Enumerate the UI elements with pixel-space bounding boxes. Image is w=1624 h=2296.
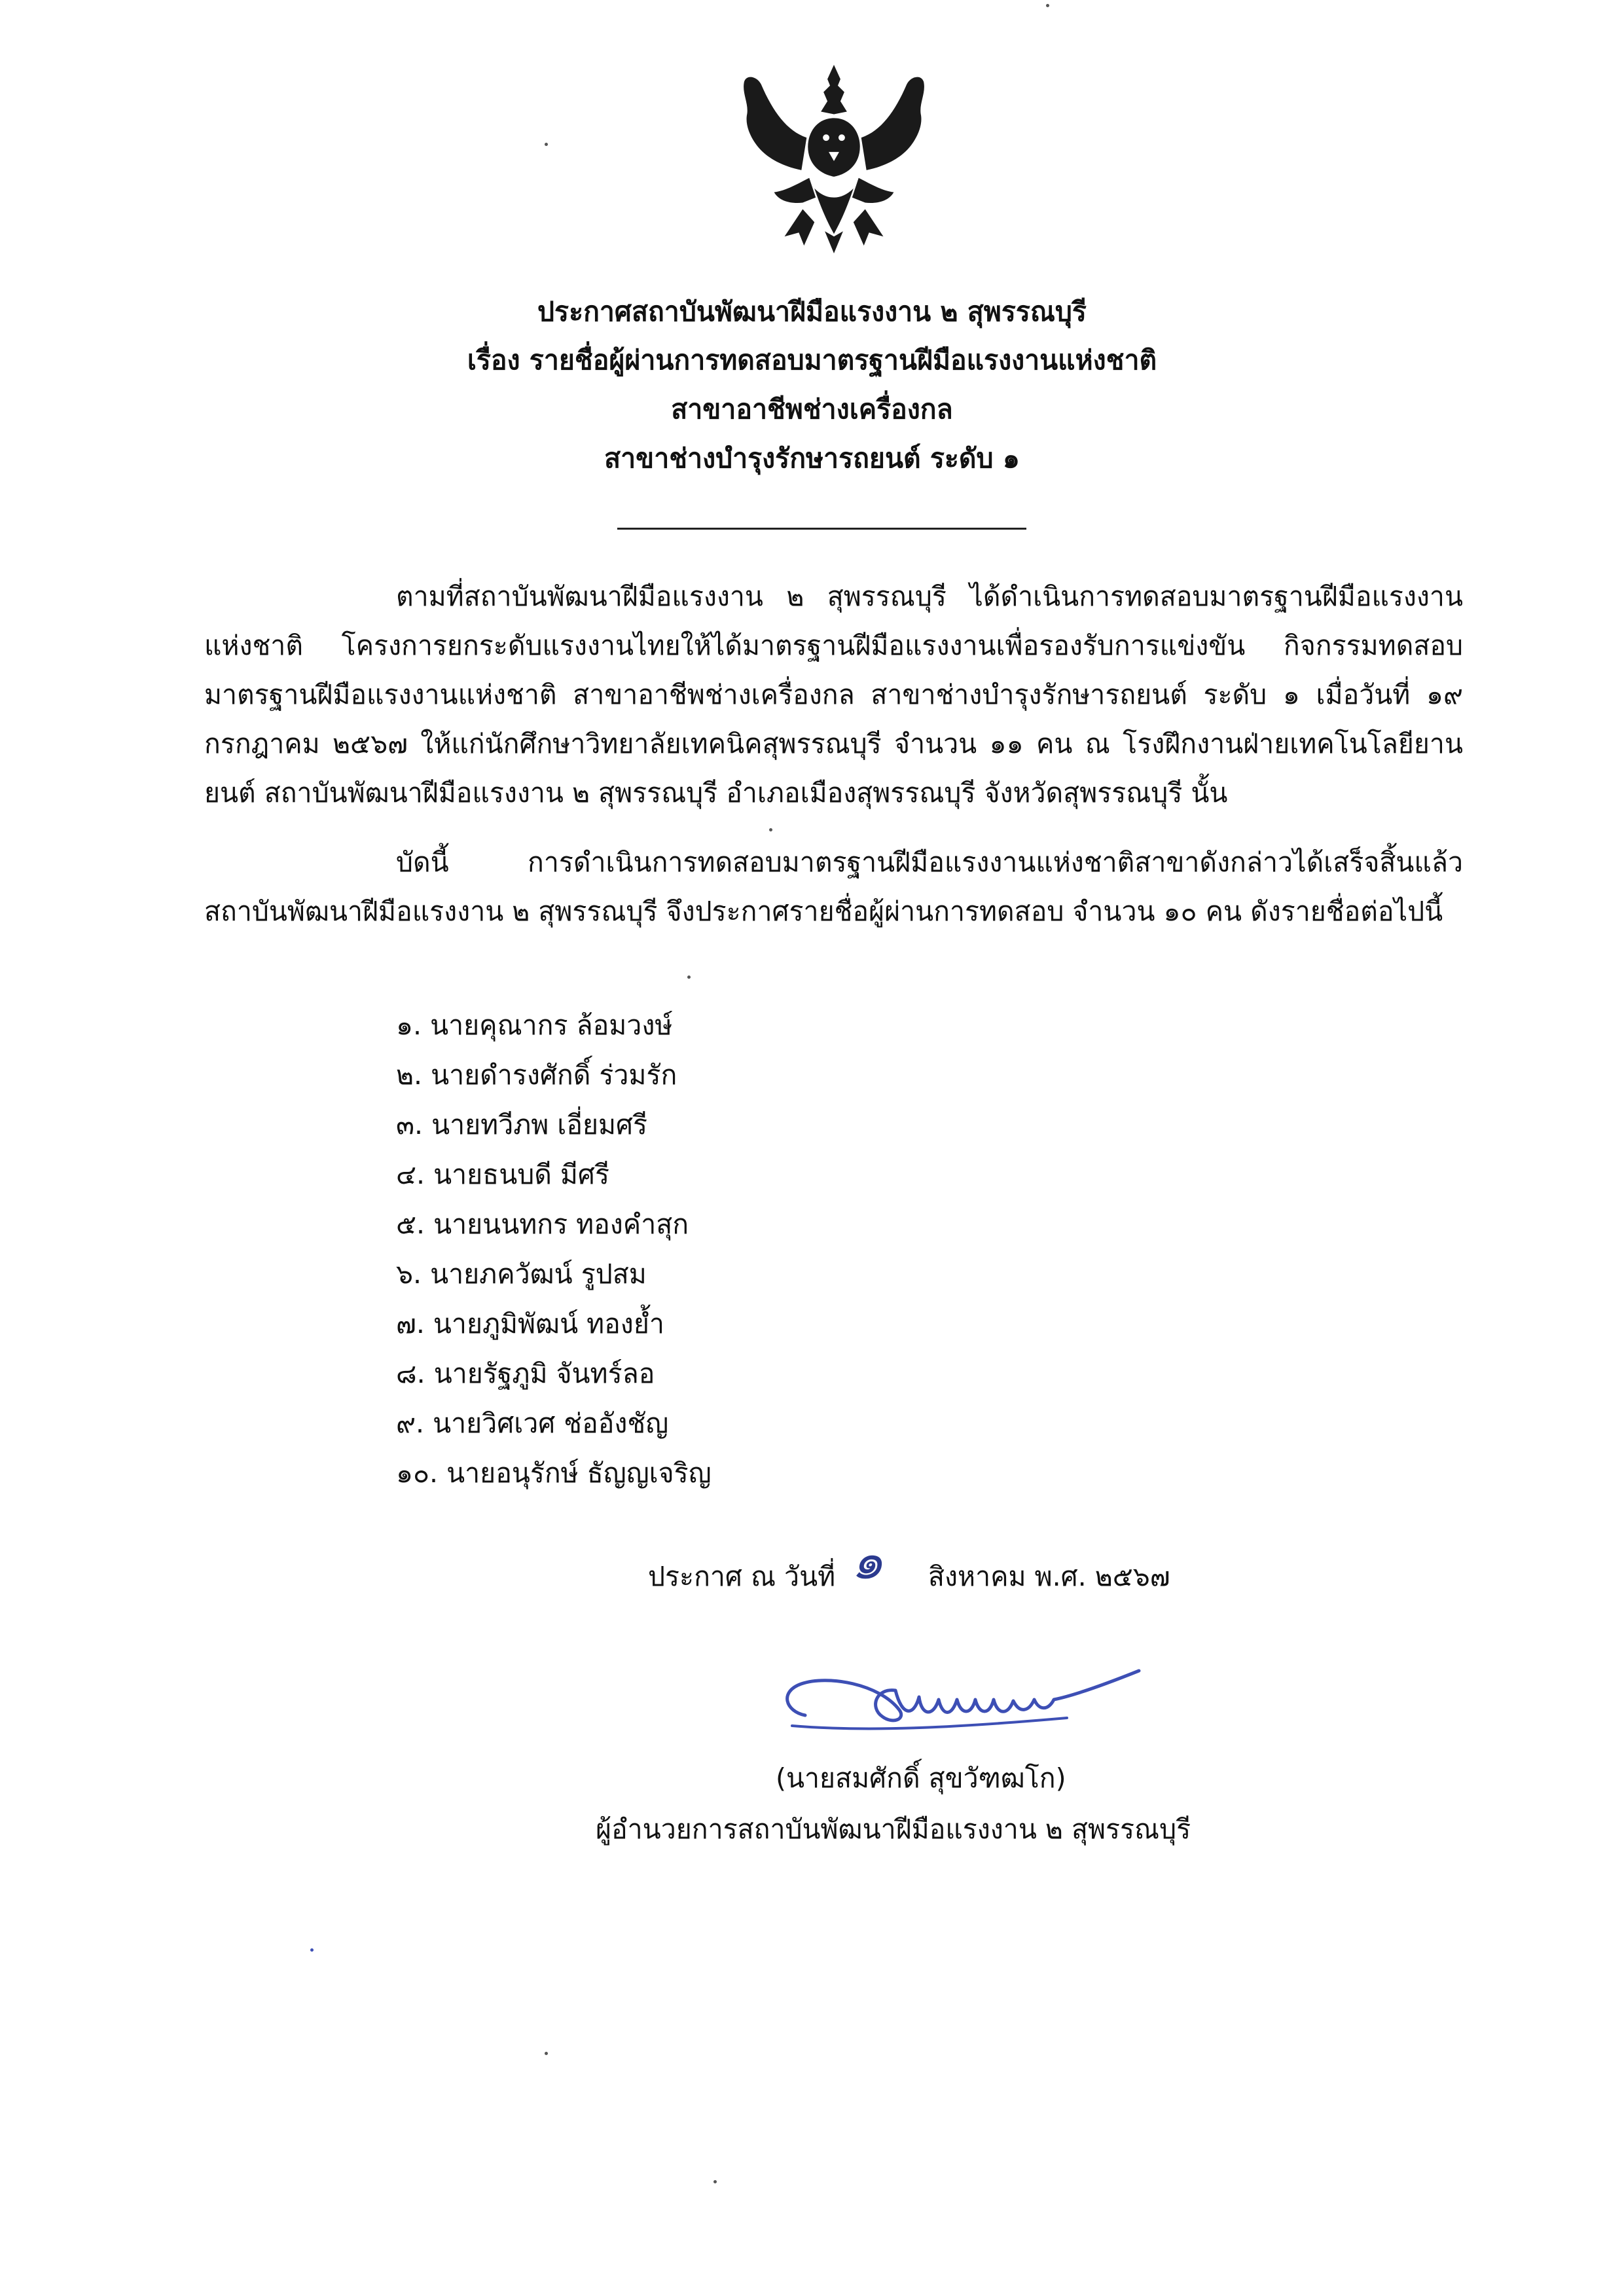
skill-branch-level: สาขาช่างบำรุงรักษารถยนต์ ระดับ ๑ <box>604 443 1020 474</box>
scan-speck <box>310 1948 314 1952</box>
list-item: ๕. นายนนทกร ทองคำสุก <box>396 1209 689 1240</box>
announcement-title: ประกาศสถาบันพัฒนาฝีมือแรงงาน ๒ สุพรรณบุรี <box>537 296 1087 327</box>
list-item: ๗. นายภูมิพัฒน์ ทองย้ำ <box>396 1308 664 1339</box>
body-paragraph-2-text: บัดนี้ การดำเนินการทดสอบมาตรฐานฝีมือแรงงานแห่งชาติสาขาดังกล่าวได้เสร็จสิ้นแล้ว สถาบันพัฒนาฝีมือแรงงาน ๒ สุพรรณบุรี จึงประกาศรายชื่อผู้ผ่านการทดสอบ จำนวน ๑๐ คน ดังรายชื่อต่อไปนี้ <box>204 847 1463 927</box>
heading-divider <box>617 528 1026 530</box>
scan-speck <box>545 2052 548 2055</box>
list-item: ๖. นายภควัฒน์ รูปสม <box>396 1258 647 1290</box>
list-item: ๙. นายวิศเวศ ช่ออังชัญ <box>396 1408 669 1439</box>
list-item: ๒. นายดำรงศักดิ์ ร่วมรัก <box>396 1059 677 1091</box>
body-paragraph-2 <box>204 838 1463 936</box>
list-item: ๓. นายทวีภพ เอี่ยมศรี <box>396 1109 648 1140</box>
list-item: ๑. นายคุณากร ล้อมวงษ์ <box>396 1010 673 1041</box>
garuda-emblem <box>736 60 931 257</box>
list-item: ๘. นายรัฐภูมิ จันทร์ลอ <box>396 1358 655 1389</box>
date-prefix: ประกาศ ณ วันที่ <box>648 1561 836 1592</box>
occupation-field: สาขาอาชีพช่างเครื่องกล <box>671 393 953 425</box>
scan-speck <box>1046 4 1049 7</box>
scan-speck <box>545 143 548 146</box>
scan-speck <box>687 975 691 979</box>
scan-speck <box>769 828 772 831</box>
date-month-year: สิงหาคม พ.ศ. ๒๕๖๗ <box>928 1561 1170 1592</box>
list-item: ๔. นายธนบดี มีศรี <box>396 1159 609 1190</box>
list-item: ๑๐. นายอนุรักษ์ ธัญญเจริญ <box>396 1457 712 1489</box>
scan-speck <box>713 2180 717 2183</box>
passed-candidates-list <box>396 1000 712 1498</box>
body-paragraph-1 <box>204 572 1463 818</box>
body-paragraph-1-text: ตามที่สถาบันพัฒนาฝีมือแรงงาน ๒ สุพรรณบุรี ได้ดำเนินการทดสอบมาตรฐานฝีมือแรงงานแห่งชาติ โครงการยกระดับแรงงานไทยให้ได้มาตรฐานฝีมือแรงงานเพื่อรองรับการแข่งขัน กิจกรรมทดสอบมาตรฐานฝีมือแรงงานแห่งชาติ สาขาอาชีพช่างเครื่องกล สาขาช่างบำรุงรักษารถยนต์ ระดับ ๑ เมื่อวันที่ ๑๙ กรกฎาคม ๒๕๖๗ ให้แก่นักศึกษาวิทยาลัยเทคนิคสุพรรณบุรี จำนวน ๑๑ คน ณ โรงฝึกงานฝ่ายเทคโนโลยียานยนต์ สถาบันพัฒนาฝีมือแรงงาน ๒ สุพรรณบุรี อำเภอเมืองสุพรรณบุรี จังหวัดสุพรรณบุรี นั้น <box>204 581 1463 809</box>
signatory-name: (นายสมศักดิ์ สุขวัฑฒโก) <box>776 1762 1066 1794</box>
announcement-subject: เรื่อง รายชื่อผู้ผ่านการทดสอบมาตรฐานฝีมือแรงงานแห่งชาติ <box>467 344 1157 376</box>
signatory-title: ผู้อำนวยการสถาบันพัฒนาฝีมือแรงงาน ๒ สุพรรณบุรี <box>596 1813 1191 1845</box>
handwritten-day: ๑ <box>851 1532 884 1591</box>
handwritten-signature <box>759 1643 1231 1755</box>
